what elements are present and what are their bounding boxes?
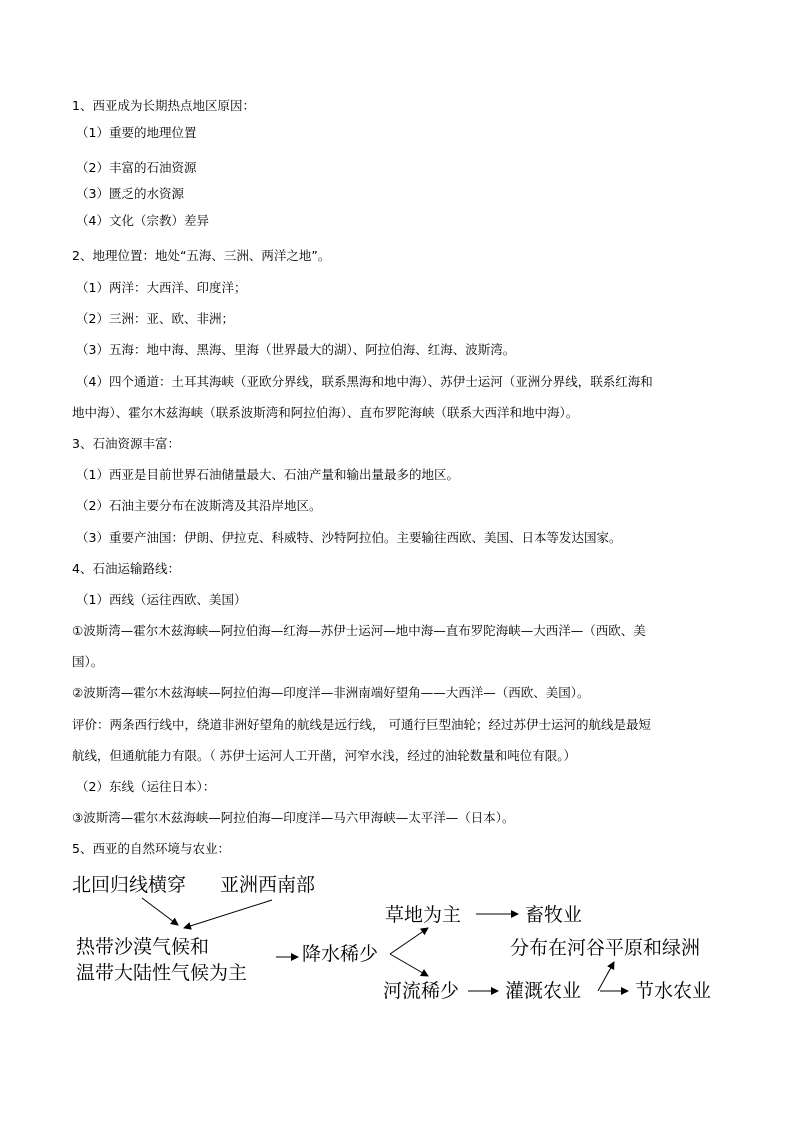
rain-label: 降水稀少 — [302, 943, 379, 965]
climate-label-1: 热带沙漠气候和 — [76, 936, 210, 958]
list-item: （4）四个通道：土耳其海峡（亚欧分界线，联系黑海和地中海）、苏伊士运河（亚洲分界线，联系红海和 — [76, 374, 653, 389]
route-2: ②波斯湾—霍尔木兹海峡—阿拉伯海—印度洋—非洲南端好望角——大西洋—（西欧、美国）。 — [72, 685, 590, 700]
list-item: （4）文化（宗教）差异 — [76, 213, 209, 228]
list-item: （2）三洲：亚、欧、非洲； — [76, 311, 234, 326]
route-3: ③波斯湾—霍尔木兹海峡—阿拉伯海—印度洋—马六甲海峡—太平洋—（日本）。 — [72, 810, 515, 825]
arrow — [390, 928, 428, 954]
section-5-heading: 5、西亚的自然环境与农业： — [72, 841, 230, 856]
location-label: 亚洲西南部 — [220, 874, 316, 896]
list-item: （3）重要产油国：伊朗、伊拉克、科威特、沙特阿拉伯。主要输往西欧、美国、日本等发达国家。 — [76, 530, 622, 545]
list-item: （3）五海：地中海、黑海、里海（世界最大的湖）、阿拉伯海、红海、波斯湾。 — [76, 342, 516, 357]
evaluation: 评价：两条西行线中，绕道非洲好望角的航线是远行线， 可通行巨型油轮；经过苏伊士运河的航线是最短 — [72, 717, 651, 732]
arrow — [390, 954, 428, 976]
climate-label-2: 温带大陆性气候为主 — [76, 962, 248, 984]
section-1-heading: 1、西亚成为长期热点地区原因： — [72, 98, 255, 113]
tropic-label: 北回归线横穿 — [72, 874, 187, 896]
section-4-heading: 4、石油运输路线： — [72, 561, 180, 576]
rivers-label: 河流稀少 — [383, 980, 460, 1002]
arrow — [142, 898, 178, 925]
list-item: （1）西亚是目前世界石油储量最大、石油产量和输出量最多的地区。 — [76, 467, 459, 482]
list-item: （2）丰富的石油资源 — [76, 160, 197, 175]
list-item: （2）石油主要分布在波斯湾及其沿岸地区。 — [76, 498, 322, 513]
route-1: ①波斯湾—霍尔木兹海峡—阿拉伯海—红海—苏伊士运河—地中海—直布罗陀海峡—大西洋—（西欧、美 — [72, 623, 646, 638]
evaluation-continuation: 航线，但通航能力有限。（ 苏伊士运河人工开凿，河窄水浅，经过的油轮数量和吨位有限。） — [72, 748, 576, 763]
list-item: （3）匮乏的水资源 — [76, 186, 184, 201]
arrow — [598, 962, 614, 991]
arrow — [184, 900, 272, 928]
section-2-heading: 2、地理位置：地处“五海、三洲、两洋之地”。 — [72, 248, 331, 263]
list-item-continuation: 地中海）、霍尔木兹海峡（联系波斯湾和阿拉伯海）、直布罗陀海峡（联系大西洋和地中海）。 — [72, 405, 579, 420]
environment-agriculture-diagram — [60, 862, 760, 1012]
distribution-label: 分布在河谷平原和绿洲 — [510, 937, 701, 959]
east-route-title: （2）东线（运往日本）： — [76, 779, 216, 794]
list-item: （1）两洋：大西洋、印度洋； — [76, 280, 247, 295]
west-route-title: （1）西线（运往西欧、美国） — [76, 592, 247, 607]
list-item: （1）重要的地理位置 — [76, 125, 197, 140]
grass-label: 草地为主 — [385, 904, 462, 926]
livestock-label: 畜牧业 — [525, 904, 583, 926]
section-3-heading: 3、石油资源丰富： — [72, 436, 180, 451]
route-1-continuation: 国）。 — [72, 654, 104, 669]
water-saving-label: 节水农业 — [635, 980, 712, 1002]
irrigation-label: 灌溉农业 — [505, 980, 582, 1002]
